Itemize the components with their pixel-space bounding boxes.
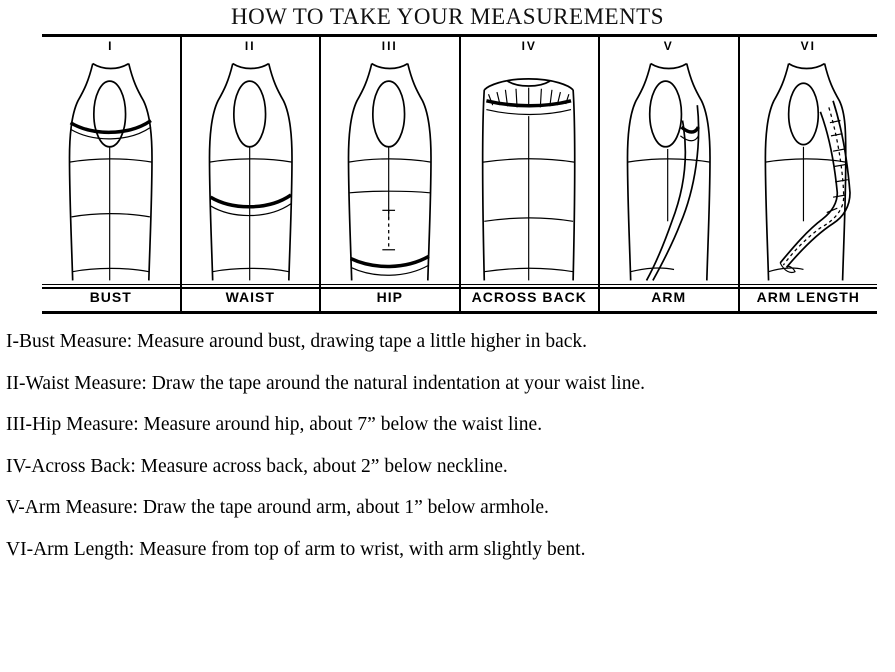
- label-hip: HIP: [321, 285, 461, 311]
- panel-across-back: [461, 37, 601, 287]
- torso-back-icon: [461, 57, 599, 287]
- panel-roman-numeral: V: [663, 39, 674, 53]
- instruction-across-back: IV-Across Back: Measure across back, about 2” below neckline.: [6, 455, 508, 477]
- label-arm: ARM: [600, 285, 740, 311]
- panel-bust: [42, 37, 182, 287]
- diagram-frame: [42, 34, 877, 289]
- instructions-list: [6, 332, 895, 559]
- label-across-back: ACROSS BACK: [461, 285, 601, 311]
- page-title: HOW TO TAKE YOUR MEASUREMENTS: [230, 4, 665, 29]
- instruction-arm-length: VI-Arm Length: Measure from top of arm to wrist, with arm slightly bent.: [6, 538, 586, 560]
- label-bust: BUST: [42, 285, 182, 311]
- panel-roman-numeral: IV: [521, 39, 537, 53]
- instruction-hip: III-Hip Measure: Measure around hip, about 7” below the waist line.: [6, 414, 543, 435]
- torso-arm-length-icon: [740, 57, 878, 287]
- instruction-waist: II-Waist Measure: Draw the tape around the natural indentation at your waist line.: [6, 372, 646, 394]
- panel-roman-numeral: I: [108, 39, 114, 53]
- torso-waist-icon: [182, 57, 320, 287]
- panel-roman-numeral: III: [381, 39, 398, 53]
- panel-waist: [182, 37, 322, 287]
- panel-hip: [321, 37, 461, 287]
- panel-arm-length: [740, 37, 878, 287]
- torso-bust-icon: [42, 57, 180, 287]
- torso-hip-icon: [321, 57, 459, 287]
- measurement-diagram: [42, 34, 877, 284]
- label-waist: WAIST: [182, 285, 322, 311]
- label-arm-length: ARM LENGTH: [756, 289, 860, 305]
- instruction-arm: V-Arm Measure: Draw the tape around arm, about 1” below armhole.: [6, 497, 549, 518]
- torso-arm-icon: [600, 57, 738, 287]
- panel-roman-numeral: II: [244, 39, 256, 53]
- panel-arm: [600, 37, 740, 287]
- instruction-bust: I-Bust Measure: Measure around bust, drawing tape a little higher in back.: [6, 331, 588, 352]
- panel-roman-numeral: VI: [800, 39, 816, 53]
